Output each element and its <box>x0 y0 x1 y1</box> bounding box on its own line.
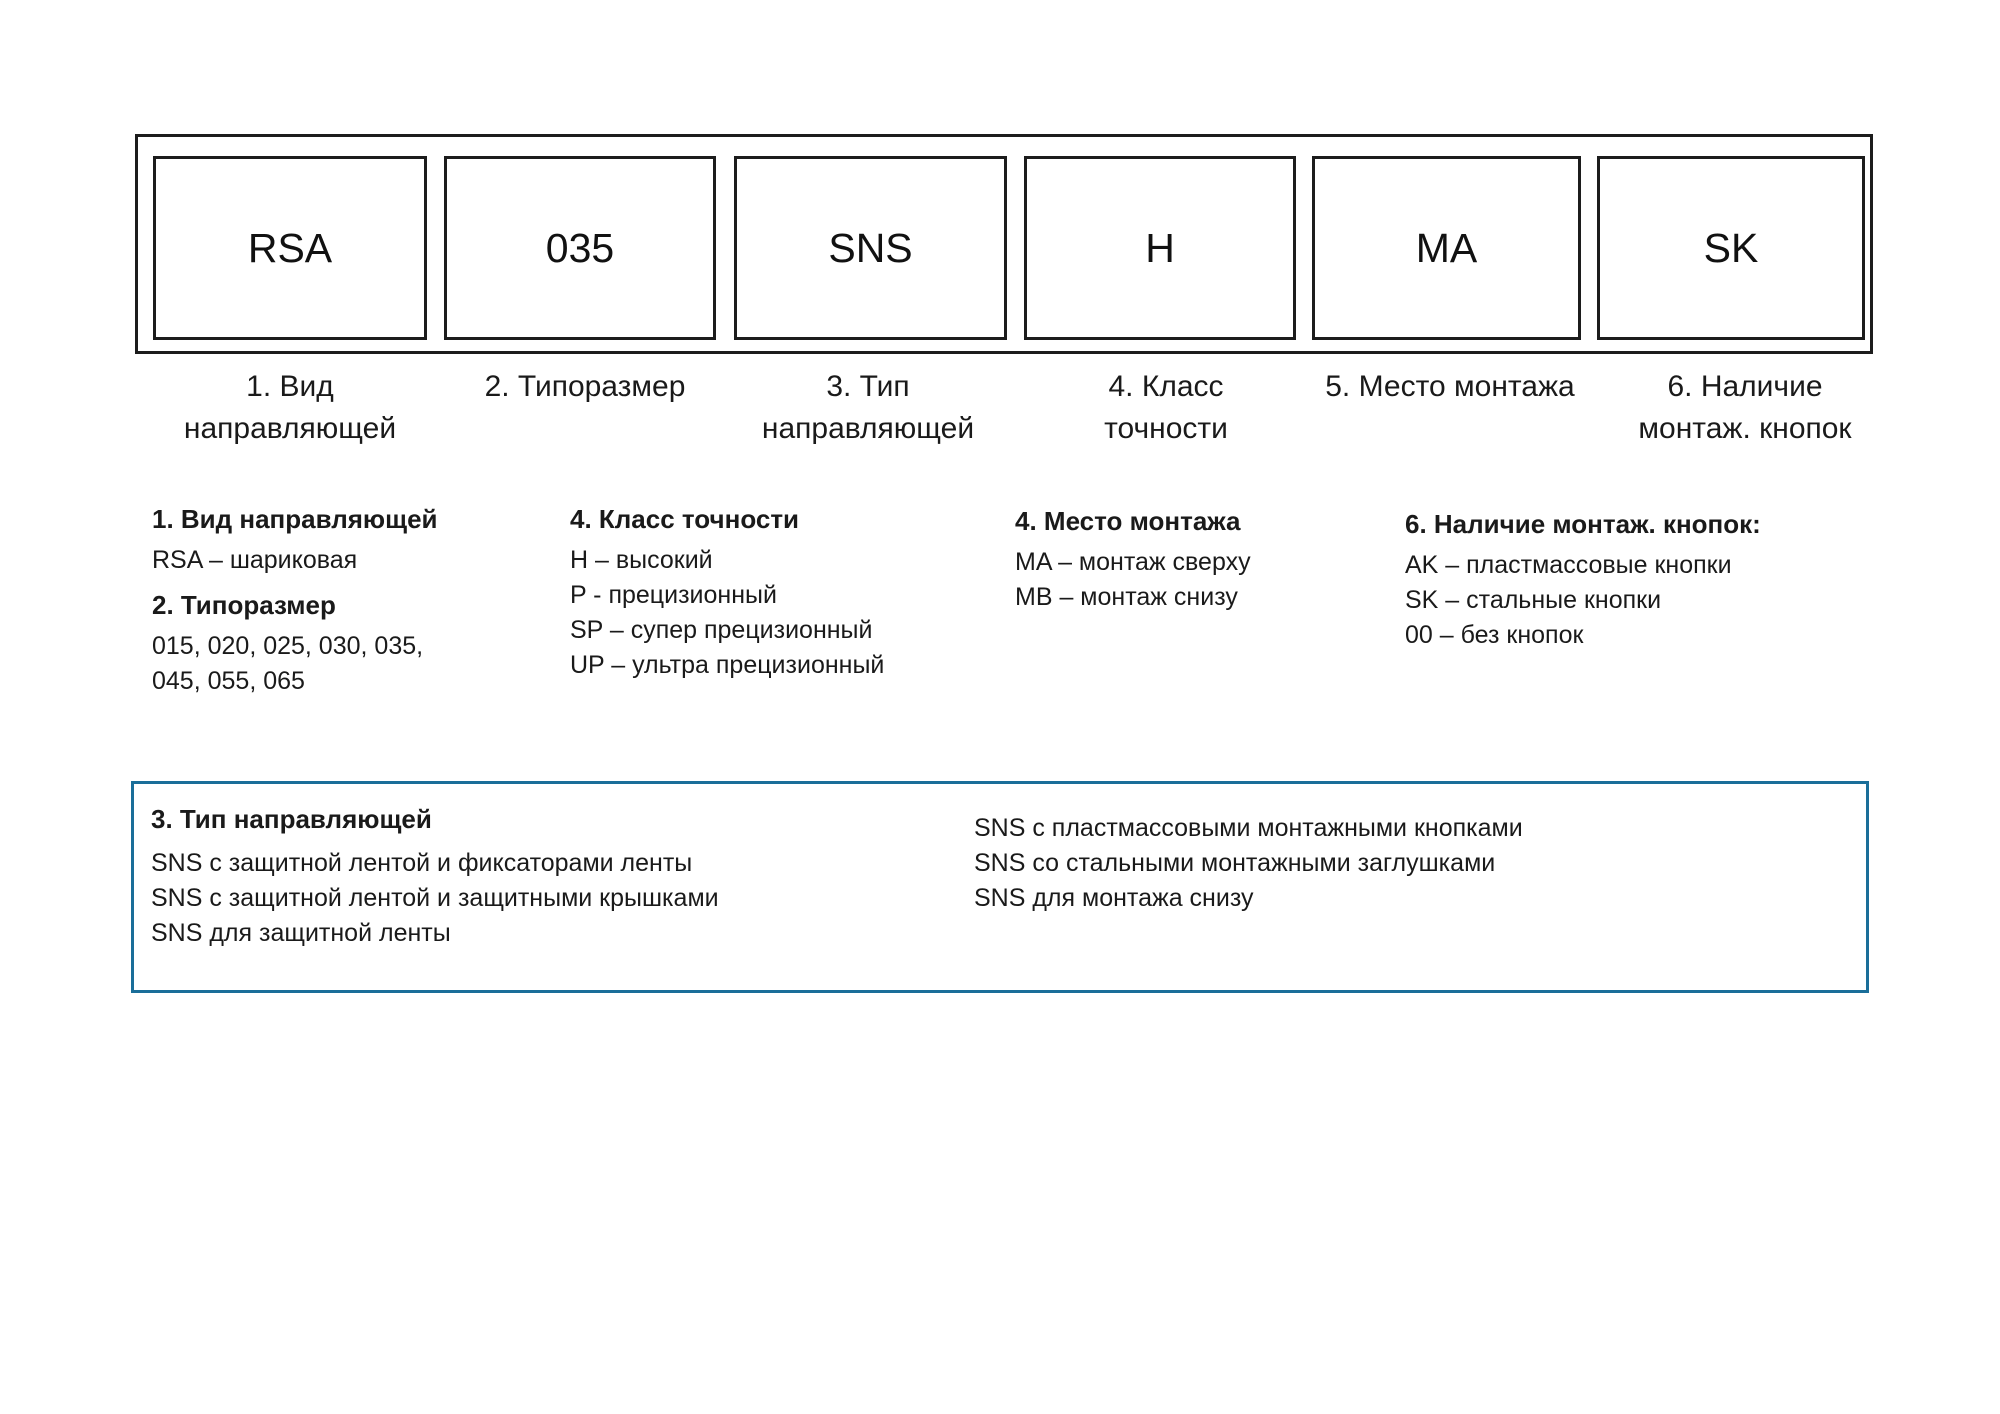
label-line: 3. Тип <box>826 370 910 403</box>
code-value: 035 <box>545 224 615 271</box>
code-value: SK <box>1703 224 1759 271</box>
legend-title: 2. Типоразмер <box>152 590 336 620</box>
legend-item: P - прецизионный <box>570 581 777 609</box>
code-value: RSA <box>247 224 333 271</box>
legend-item: 015, 020, 025, 030, 035, <box>152 632 424 660</box>
legend-item: 00 – без кнопок <box>1405 621 1584 649</box>
label-line: точности <box>1104 412 1228 445</box>
label-line: монтаж. кнопок <box>1638 412 1852 445</box>
legend-item: AK – пластмассовые кнопки <box>1405 551 1732 579</box>
code-value: SNS <box>828 224 913 271</box>
legend-title: 4. Класс точности <box>570 504 800 534</box>
legend-title: 1. Вид направляющей <box>152 504 438 534</box>
legend-item: SP – супер прецизионный <box>570 616 873 644</box>
legend-item: RSA – шариковая <box>152 546 358 574</box>
rail-type-column-2 <box>974 811 1523 916</box>
code-label-mounting <box>1300 366 1600 408</box>
code-label-accuracy <box>1026 366 1306 450</box>
legend-item: 045, 055, 065 <box>152 667 305 695</box>
rail-type-column-1 <box>151 846 719 951</box>
legend-item: SK – стальные кнопки <box>1405 586 1662 614</box>
code-box-type <box>734 156 1007 340</box>
rail-type-box <box>131 781 1869 993</box>
legend-item: UP – ультра прецизионный <box>570 651 885 679</box>
code-box-size <box>444 156 716 340</box>
code-label-type <box>728 366 1008 450</box>
code-label-kind <box>150 366 430 450</box>
code-box-mounting <box>1312 156 1581 340</box>
rail-type-item: SNS с защитной лентой и фиксаторами ленты <box>151 849 693 877</box>
code-value: H <box>1145 224 1175 271</box>
rail-type-item: SNS со стальными монтажными заглушками <box>974 849 1496 877</box>
legend-item: MB – монтаж снизу <box>1015 583 1238 611</box>
legend-title: 6. Наличие монтаж. кнопок: <box>1405 509 1761 539</box>
code-label-buttons <box>1600 366 1890 450</box>
code-frame <box>135 134 1873 354</box>
label-line: 5. Место монтажа <box>1325 370 1575 403</box>
rail-type-item: SNS с защитной лентой и защитными крышками <box>151 884 719 912</box>
label-line: направляющей <box>761 412 975 445</box>
watermark <box>3 0 183 154</box>
legend-size <box>152 588 423 699</box>
rail-type-item: SNS с пластмассовыми монтажными кнопками <box>974 814 1523 842</box>
code-box-buttons <box>1597 156 1865 340</box>
code-box-accuracy <box>1024 156 1296 340</box>
legend-title: 4. Место монтажа <box>1015 506 1241 536</box>
label-line: направляющей <box>183 412 397 445</box>
label-line: 6. Наличие <box>1667 370 1823 403</box>
code-box-kind <box>153 156 427 340</box>
label-line: 1. Вид <box>246 370 334 403</box>
rail-type-item: SNS для монтажа снизу <box>974 884 1254 912</box>
legend-buttons <box>1405 507 1761 653</box>
legend-kind <box>152 502 438 578</box>
label-line: 2. Типоразмер <box>484 370 686 403</box>
label-line: 4. Класс <box>1108 370 1224 403</box>
legend-mounting <box>1015 504 1251 615</box>
legend-item: H – высокий <box>570 546 713 574</box>
code-value: MA <box>1415 224 1478 271</box>
code-label-size <box>440 366 730 408</box>
rail-type-item: SNS для защитной ленты <box>151 919 451 947</box>
legend-accuracy <box>570 502 884 683</box>
legend-item: MA – монтаж сверху <box>1015 548 1251 576</box>
rail-type-title: 3. Тип направляющей <box>151 804 432 834</box>
